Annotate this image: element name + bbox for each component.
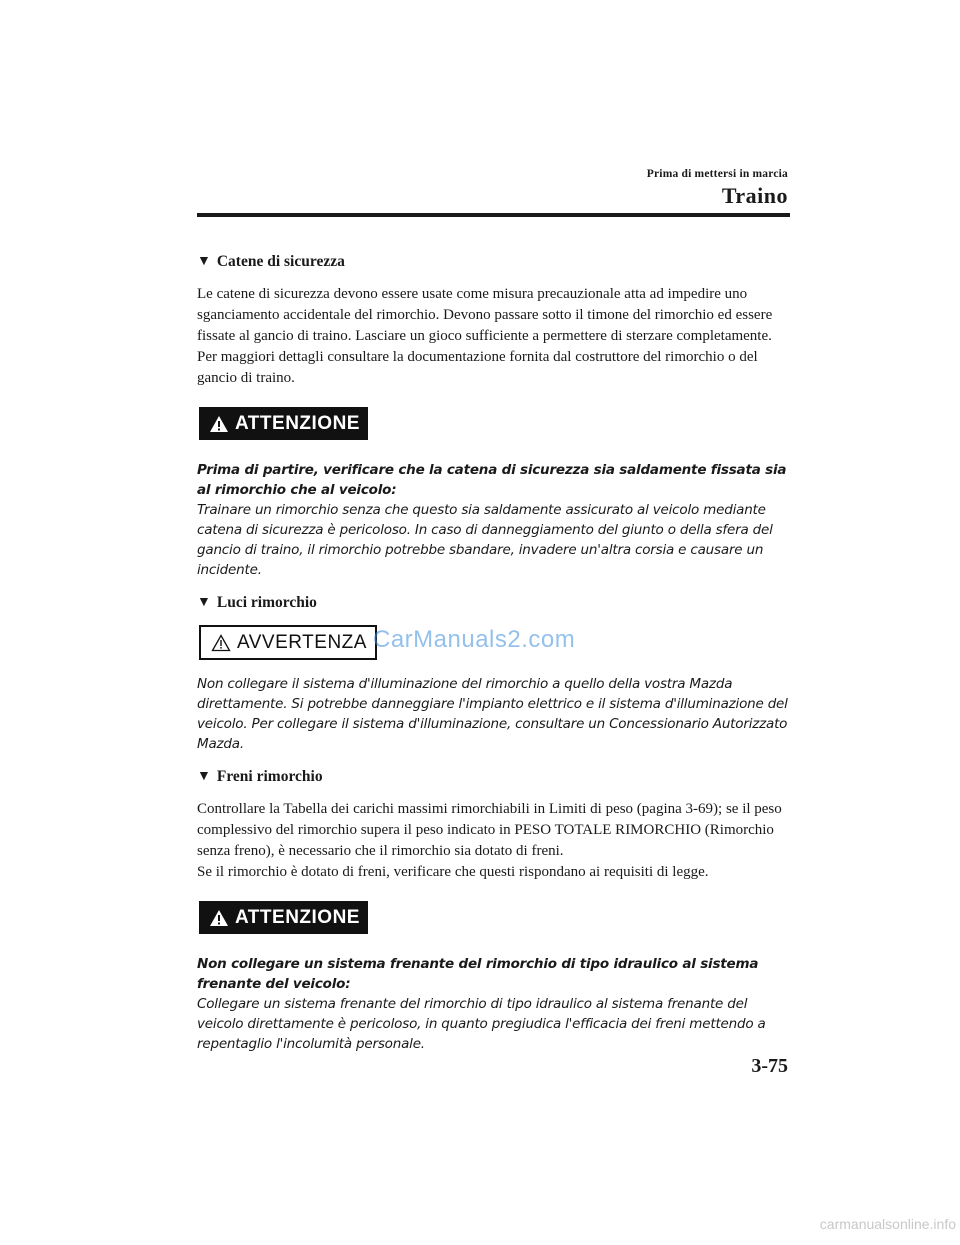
danger-badge <box>199 901 368 934</box>
chapter-title: Prima di mettersi in marcia <box>646 168 788 180</box>
notice-body-text: Trainare un rimorchio senza che questo sia saldamente assicurato al veicolo mediante catena di sicurezza è pericoloso. In caso di danneggiamento del giunto o della sfera del gancio di traino, il rimorchio potrebbe sbandare, invadere un'altra corsia e causare un incidente. <box>197 502 773 578</box>
danger-badge <box>199 407 368 440</box>
notice-attenzione-2 <box>199 901 790 934</box>
section-title: Traino <box>721 183 788 208</box>
notice-body-text: Non collegare il sistema d'illuminazione del rimorchio a quello della vostra Mazda direttamente. Si potrebbe danneggiare l'impianto elettrico e il sistema d'illuminazione del veicolo. Per collegare il sistema d'illuminazione, consultare un Concessionario Autorizzato Mazda. <box>197 676 788 752</box>
section-heading-luci <box>197 594 790 612</box>
section-heading-catene <box>197 253 790 271</box>
paragraph-freni-1: Controllare la Tabella dei carichi massimi rimorchiabili in Limiti di peso (pagina 3-69); se il peso complessivo del rimorchio supera il peso indicato in PESO TOTALE RIMORCHIO (Rimorchio senza freno), è necessario che il rimorchio sia dotato di freni. <box>197 801 782 859</box>
triangle-down-icon: ▼ <box>197 595 211 610</box>
section-heading-freni <box>197 768 790 786</box>
page-content <box>197 253 790 1068</box>
paragraph-freni-2: Se il rimorchio è dotato di freni, verificare che questi rispondano ai requisiti di legge. <box>197 864 709 880</box>
notice-text-freni <box>197 954 790 1054</box>
warning-triangle-filled-icon <box>209 909 229 927</box>
warning-triangle-filled-icon <box>209 415 229 433</box>
section-heading-label: Luci rimorchio <box>216 594 317 611</box>
notice-text-catene <box>197 460 790 580</box>
caution-badge <box>199 625 377 660</box>
watermark: CarManuals2.com <box>373 626 576 653</box>
notice-attenzione-1 <box>199 407 790 440</box>
page-number: 3-75 <box>751 1055 788 1077</box>
section-heading-label: Freni rimorchio <box>216 768 323 785</box>
caution-badge-label: AVVERTENZA <box>237 631 367 653</box>
danger-badge-label: ATTENZIONE <box>235 412 360 434</box>
section-heading-label: Catene di sicurezza <box>216 253 345 270</box>
header-divider <box>197 213 790 217</box>
warning-triangle-outline-icon <box>211 634 231 652</box>
notice-body-text: Collegare un sistema frenante del rimorchio di tipo idraulico al sistema frenante del veicolo direttamente è pericoloso, in quanto pregiudica l'efficacia dei freni mettendo a repentaglio l'incolumità personale. <box>197 996 766 1052</box>
triangle-down-icon: ▼ <box>197 769 211 784</box>
footer-watermark: carmanualsonline.info <box>819 1216 956 1232</box>
notice-bold-text: Prima di partire, verificare che la catena di sicurezza sia saldamente fissata sia al rimorchio che al veicolo: <box>197 462 787 498</box>
danger-badge-label: ATTENZIONE <box>235 906 360 928</box>
paragraph-catene: Le catene di sicurezza devono essere usate come misura precauzionale atta ad impedire uno sganciamento accidentale del rimorchio. Devono passare sotto il timone del rimorchio ed essere fissate al gancio di traino. Lasciare un gioco sufficiente a permettere di sterzare completamente. Per maggiori dettagli consultare la documentazione fornita dal costruttore del rimorchio o del gancio di traino. <box>197 286 773 386</box>
triangle-down-icon: ▼ <box>197 254 211 269</box>
notice-bold-text: Non collegare un sistema frenante del rimorchio di tipo idraulico al sistema frenante del veicolo: <box>197 956 759 992</box>
notice-text-luci <box>197 674 790 754</box>
